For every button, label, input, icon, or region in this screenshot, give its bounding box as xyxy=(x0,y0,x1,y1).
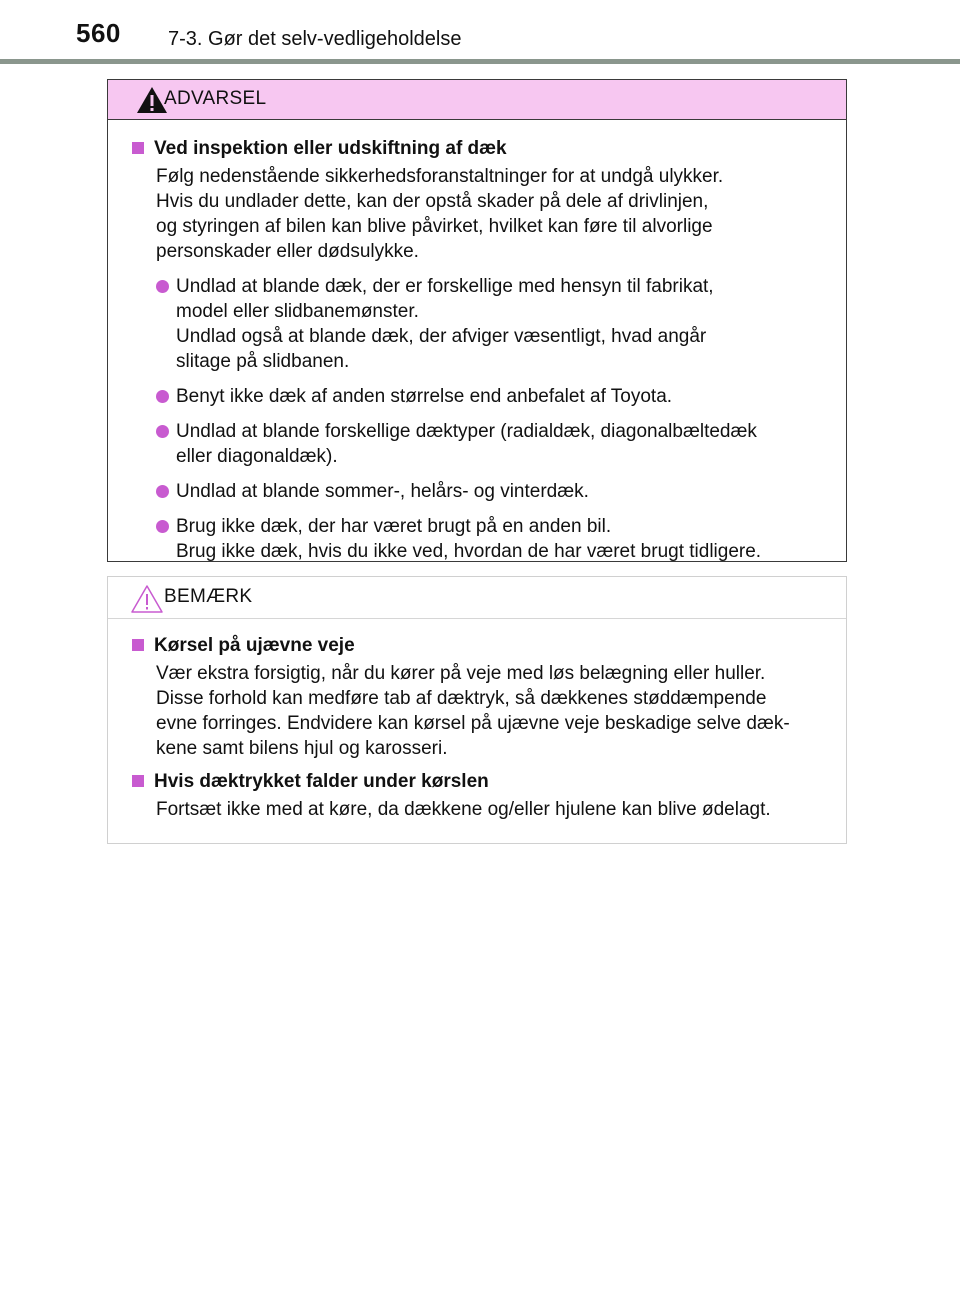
section-title: 7-3. Gør det selv-vedligeholdelse xyxy=(168,28,462,50)
note-box xyxy=(107,576,847,844)
warning-triangle-outline-icon xyxy=(130,584,164,614)
note-heading: Kørsel på ujævne veje xyxy=(132,633,828,658)
warning-header xyxy=(108,80,846,120)
warning-content xyxy=(108,136,846,564)
note-paragraph: Fortsæt ikke med at køre, da dækkene og/eller hjulene kan blive ødelagt. xyxy=(156,799,771,820)
note-heading: Hvis dæktrykket falder under kørslen xyxy=(132,769,828,794)
header-rule xyxy=(0,59,960,64)
page-header xyxy=(0,0,960,64)
note-paragraph: Vær ekstra forsigtig, når du kører på veje med løs belægning eller huller. Disse forhold kan medføre tab af dæktryk, så dækkenes støddæmpende evne forringes. Endvidere kan kørsel på ujævne veje beskadige selve dæk- kene samt bilens hjul og karosseri. xyxy=(156,663,790,759)
list-item: Undlad at blande forskellige dæktyper (radialdæk, diagonalbæltedæk eller diagonaldæk). xyxy=(132,419,828,469)
page-number: 560 xyxy=(76,18,121,48)
note-content xyxy=(108,633,846,822)
warning-label: ADVARSEL xyxy=(164,88,267,109)
round-bullet-icon xyxy=(156,425,169,438)
list-item: Undlad at blande dæk, der er forskellige med hensyn til fabrikat, model eller slidbanemønster. Undlad også at blande dæk, der afviger væsentligt, hvad angår slitage på slidbanen. xyxy=(132,274,828,374)
list-item: Brug ikke dæk, der har været brugt på en anden bil. Brug ikke dæk, hvis du ikke ved, hvordan de har været brugt tidligere. xyxy=(132,514,828,564)
round-bullet-icon xyxy=(156,485,169,498)
note-header xyxy=(108,577,846,619)
round-bullet-icon xyxy=(156,390,169,403)
list-item: Benyt ikke dæk af anden størrelse end anbefalet af Toyota. xyxy=(132,384,828,409)
round-bullet-icon xyxy=(156,280,169,293)
warning-box xyxy=(107,79,847,562)
square-bullet-icon xyxy=(132,775,144,787)
round-bullet-icon xyxy=(156,520,169,533)
note-label: BEMÆRK xyxy=(164,586,253,607)
square-bullet-icon xyxy=(132,639,144,651)
warning-heading: Ved inspektion eller udskiftning af dæk xyxy=(132,136,828,161)
warning-intro: Følg nedenstående sikkerhedsforanstaltninger for at undgå ulykker. Hvis du undlader dette, kan der opstå skader på dele af drivlinjen, og styringen af bilen kan blive påvirket, hvilket kan føre til alvorlige personskader eller dødsulykke. xyxy=(156,166,724,262)
square-bullet-icon xyxy=(132,142,144,154)
list-item: Undlad at blande sommer-, helårs- og vinterdæk. xyxy=(132,479,828,504)
